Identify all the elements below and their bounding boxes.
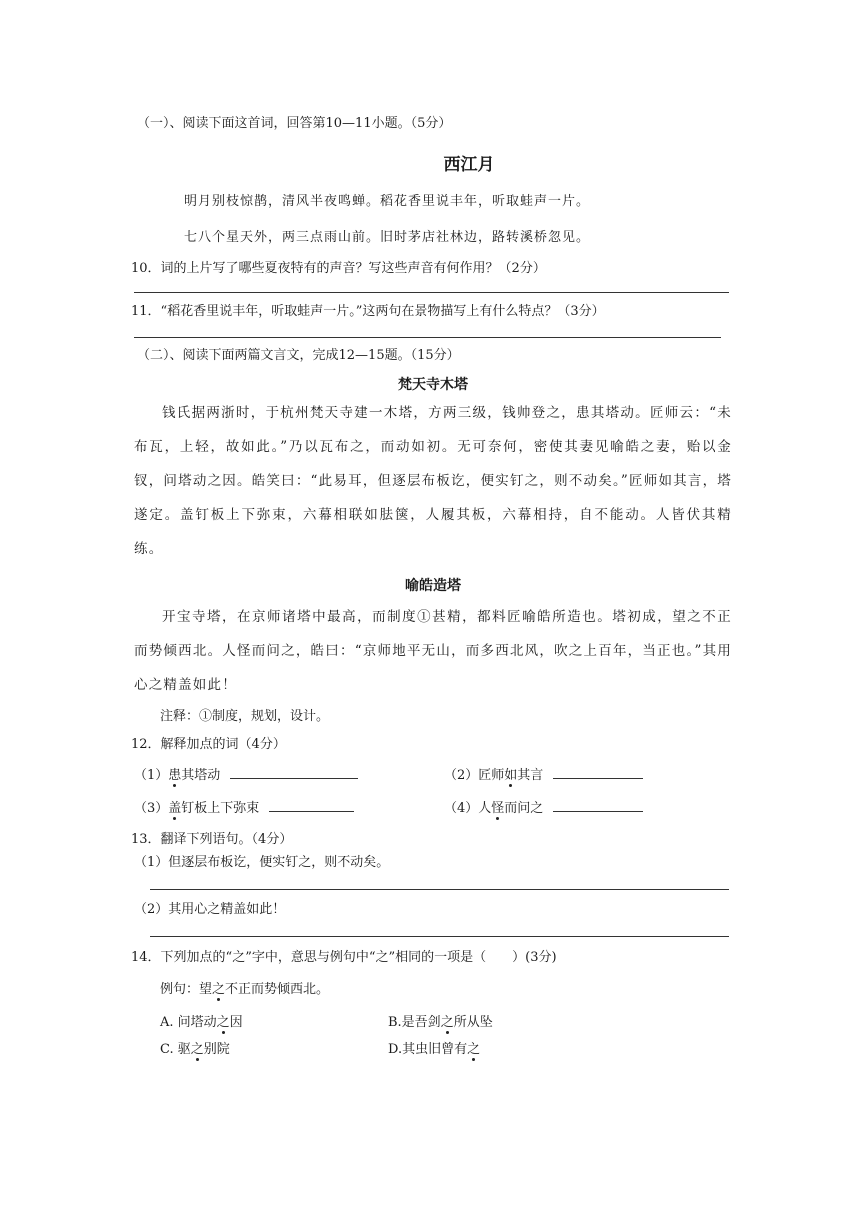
q12-item-3-number: （3）	[134, 801, 169, 816]
q12-item-2-number: （2）匠师	[444, 768, 505, 783]
q12-item-2-dotted-char: 如	[504, 764, 517, 783]
question-12: 12．解释加点的词（4分）	[131, 737, 286, 752]
q12-item-4-dotted-char: 怪	[491, 797, 504, 816]
section1-heading: （一）、阅读下面这首词，回答第10—11小题。（5分）	[137, 116, 452, 131]
q14-option-c[interactable]	[160, 1038, 230, 1057]
q14-option-b-post: 所从坠	[453, 1015, 493, 1030]
q12-item-1-blank[interactable]	[230, 764, 358, 779]
section2-heading: （二）、阅读下面两篇文言文，完成12—15题。（15分）	[137, 348, 460, 363]
q12-item-3-dotted-char: 盖	[168, 797, 181, 816]
q12-item-4-rest: 而问之	[504, 801, 544, 816]
question-14: 14．下列加点的“之”字中，意思与例句中“之”相同的一项是（ ）(3分)	[131, 950, 557, 965]
q14-option-c-dotted-char: 之	[191, 1038, 204, 1057]
answer-line-q11[interactable]	[134, 337, 721, 338]
q14-option-b[interactable]	[388, 1011, 493, 1030]
poem-line-2: 七八个星天外，两三点雨山前。旧时茅店社林边，路转溪桥忽见。	[184, 230, 591, 245]
passage2-text: 开宝寺塔，在京师诸塔中最高，而制度①甚精，都料匠喻皓所造也。塔初成，望之不正而势倾西北。人怪而问之，皓曰：“京师地平无山，而多西北风，吹之上百年，当正也。”其用心之精盖如此！	[134, 609, 732, 693]
q12-item-1-dotted-char: 患	[168, 764, 181, 783]
q14-option-d[interactable]	[388, 1038, 480, 1057]
q12-item-3-blank[interactable]	[269, 797, 354, 812]
q14-option-d-pre: D.其虫旧曾有	[388, 1042, 468, 1057]
q14-option-a[interactable]	[160, 1011, 243, 1030]
q14-option-b-pre: B.是吾剑	[388, 1015, 441, 1030]
answer-line-q13-1[interactable]	[150, 889, 729, 890]
passage1-title: 梵天寺木塔	[398, 377, 468, 393]
q14-example-post: 不正而势倾西北。	[225, 982, 330, 997]
answer-line-q13-2[interactable]	[150, 936, 729, 937]
q12-item-4-blank[interactable]	[553, 797, 643, 812]
poem-title: 西江月	[443, 155, 495, 175]
q14-option-a-pre: A. 问塔动	[160, 1015, 217, 1030]
answer-line-q10[interactable]	[134, 292, 729, 293]
passage2-note: 注释：①制度，规划，设计。	[160, 709, 330, 724]
q14-example-dotted-char: 之	[212, 978, 225, 997]
passage1-text: 钱氏据两浙时，于杭州梵天寺建一木塔，方两三级，钱帅登之，患其塔动。匠师云：“未布瓦，上轻，故如此。”乃以瓦布之，而动如初。无可奈何，密使其妻见喻皓之妻，贻以金钗，问塔动之因。皓笑曰：“此易耳，但逐层布板讫，便实钉之，则不动矣。”匠师如其言，塔遂定。盖钉板上下弥束，六幕相联如胠箧，人履其板，六幕相持，自不能动。人皆伏其精练。	[134, 405, 732, 557]
q12-item-3-rest: 钉板上下弥束	[181, 801, 260, 816]
q14-option-c-post: 别院	[203, 1042, 230, 1057]
q12-item-4-number: （4）人	[444, 801, 492, 816]
q14-option-d-dotted-char: 之	[467, 1038, 480, 1057]
q14-option-a-post: 因	[229, 1015, 243, 1030]
q12-item-2	[444, 764, 643, 783]
q14-option-c-pre: C. 驱	[160, 1042, 191, 1057]
q12-item-1-rest: 其塔动	[181, 768, 221, 783]
q12-item-3	[134, 797, 354, 816]
q12-item-4	[444, 797, 643, 816]
q12-item-2-blank[interactable]	[553, 764, 643, 779]
q13-item-1: （1）但逐层布板讫，便实钉之，则不动矣。	[134, 855, 390, 870]
q12-item-2-rest: 其言	[517, 768, 544, 783]
question-11: 11．“稻花香里说丰年，听取蛙声一片。”这两句在景物描写上有什么特点？（3分）	[131, 304, 605, 319]
question-10: 10．词的上片写了哪些夏夜特有的声音？写这些声音有何作用？（2分）	[131, 261, 546, 276]
q14-example	[160, 978, 329, 997]
poem-line-1: 明月别枝惊鹊，清风半夜鸣蝉。稻花香里说丰年，听取蛙声一片。	[184, 194, 591, 209]
q12-item-1-number: （1）	[134, 768, 169, 783]
passage2-title: 喻皓造塔	[405, 578, 461, 594]
q14-example-pre: 例句：望	[160, 982, 213, 997]
q13-item-2: （2）其用心之精盖如此！	[134, 902, 286, 917]
q14-option-b-dotted-char: 之	[441, 1011, 454, 1030]
q12-item-1	[134, 764, 358, 783]
question-13: 13．翻译下列语句。（4分）	[131, 832, 293, 847]
q14-option-a-dotted-char: 之	[217, 1011, 230, 1030]
